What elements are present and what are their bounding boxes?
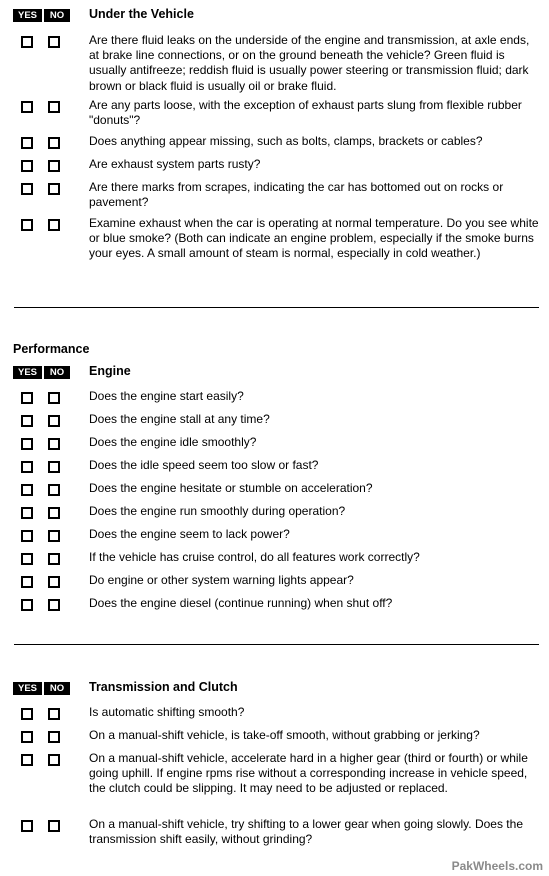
no-checkbox[interactable] <box>48 576 60 588</box>
no-column-label: NO <box>44 366 70 379</box>
question-text: Does the engine start easily? <box>89 389 244 403</box>
no-checkbox[interactable] <box>48 101 60 113</box>
yes-checkbox[interactable] <box>21 160 33 172</box>
yes-checkbox[interactable] <box>21 576 33 588</box>
no-checkbox[interactable] <box>48 530 60 542</box>
question-text: Does anything appear missing, such as bolts, clamps, brackets or cables? <box>89 134 483 148</box>
yes-checkbox[interactable] <box>21 484 33 496</box>
yes-checkbox[interactable] <box>21 731 33 743</box>
no-checkbox[interactable] <box>48 754 60 766</box>
no-checkbox[interactable] <box>48 553 60 565</box>
no-checkbox[interactable] <box>48 484 60 496</box>
no-checkbox[interactable] <box>48 820 60 832</box>
yes-checkbox[interactable] <box>21 219 33 231</box>
yes-checkbox[interactable] <box>21 101 33 113</box>
no-checkbox[interactable] <box>48 599 60 611</box>
yes-column-label: YES <box>13 682 42 695</box>
yes-checkbox[interactable] <box>21 183 33 195</box>
question-text: On a manual-shift vehicle, is take-off smooth, without grabbing or jerking? <box>89 728 480 742</box>
question-text: Are exhaust system parts rusty? <box>89 157 261 171</box>
question-text: Examine exhaust when the car is operating at normal temperature. Do you see white or blue smoke? (Both can indicate an engine problem, especially if the smoke burns your eyes. A small amount of steam is normal, especially in cold weather.) <box>89 216 539 261</box>
section-title: Engine <box>89 364 131 378</box>
question-text: Does the engine seem to lack power? <box>89 527 290 541</box>
performance-heading: Performance <box>13 342 90 356</box>
no-checkbox[interactable] <box>48 219 60 231</box>
no-checkbox[interactable] <box>48 160 60 172</box>
question-text: Does the engine hesitate or stumble on acceleration? <box>89 481 373 495</box>
section-title: Under the Vehicle <box>89 7 194 21</box>
question-text: Do engine or other system warning lights appear? <box>89 573 354 587</box>
yes-checkbox[interactable] <box>21 553 33 565</box>
yes-checkbox[interactable] <box>21 530 33 542</box>
watermark: PakWheels.com <box>451 859 543 873</box>
yes-checkbox[interactable] <box>21 708 33 720</box>
question-text: Are there marks from scrapes, indicating the car has bottomed out on rocks or pavement? <box>89 180 504 210</box>
question-text: On a manual-shift vehicle, accelerate hard in a higher gear (third or fourth) or while going uphill. If engine rpms rise without a corresponding increase in vehicle speed, the clutch could be slipping. It may need to be adjusted or replaced. <box>89 751 528 796</box>
no-checkbox[interactable] <box>48 507 60 519</box>
question-text: Does the engine idle smoothly? <box>89 435 257 449</box>
yes-checkbox[interactable] <box>21 392 33 404</box>
no-checkbox[interactable] <box>48 392 60 404</box>
section-title: Transmission and Clutch <box>89 680 238 694</box>
yes-checkbox[interactable] <box>21 36 33 48</box>
question-text: Does the idle speed seem too slow or fast? <box>89 458 319 472</box>
section-divider <box>14 644 539 645</box>
yes-checkbox[interactable] <box>21 461 33 473</box>
question-text: Is automatic shifting smooth? <box>89 705 245 719</box>
no-checkbox[interactable] <box>48 438 60 450</box>
no-checkbox[interactable] <box>48 183 60 195</box>
question-text: On a manual-shift vehicle, try shifting to a lower gear when going slowly. Does the transmission shift easily, without grinding? <box>89 817 523 847</box>
no-checkbox[interactable] <box>48 36 60 48</box>
question-text: Does the engine diesel (continue running) when shut off? <box>89 596 393 610</box>
question-text: Does the engine stall at any time? <box>89 412 270 426</box>
question-text: If the vehicle has cruise control, do all features work correctly? <box>89 550 420 564</box>
yes-checkbox[interactable] <box>21 137 33 149</box>
no-checkbox[interactable] <box>48 137 60 149</box>
yes-column-label: YES <box>13 366 42 379</box>
no-column-label: NO <box>44 682 70 695</box>
yes-checkbox[interactable] <box>21 438 33 450</box>
yes-checkbox[interactable] <box>21 820 33 832</box>
no-checkbox[interactable] <box>48 731 60 743</box>
yes-checkbox[interactable] <box>21 415 33 427</box>
question-text: Does the engine run smoothly during operation? <box>89 504 346 518</box>
question-text: Are any parts loose, with the exception of exhaust parts slung from flexible rubber "donuts"? <box>89 98 522 128</box>
no-checkbox[interactable] <box>48 415 60 427</box>
no-checkbox[interactable] <box>48 461 60 473</box>
yes-column-label: YES <box>13 9 42 22</box>
no-column-label: NO <box>44 9 70 22</box>
yes-checkbox[interactable] <box>21 599 33 611</box>
yes-checkbox[interactable] <box>21 507 33 519</box>
yes-checkbox[interactable] <box>21 754 33 766</box>
question-text: Are there fluid leaks on the underside of the engine and transmission, at axle ends, at brake line connections, or on the ground beneath the vehicle? Green fluid is usually antifreeze; reddish fluid is usually power steering or transmission fluid; dark brown or black fluid is usually oil or brake fluid. <box>89 33 530 93</box>
section-divider <box>14 307 539 308</box>
no-checkbox[interactable] <box>48 708 60 720</box>
